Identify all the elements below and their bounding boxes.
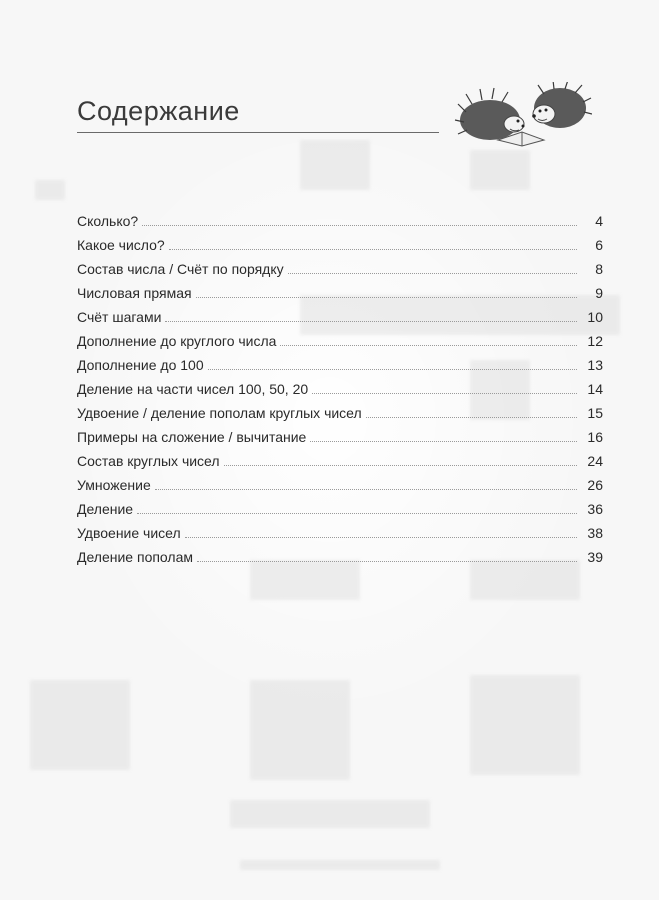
toc-page-number: 15 (587, 405, 603, 421)
toc-leader-dots (155, 489, 577, 490)
toc-entry[interactable] (77, 518, 603, 542)
toc-leader-dots (185, 537, 577, 538)
toc-entry[interactable] (77, 422, 603, 446)
toc-page-number: 13 (587, 357, 603, 373)
hedgehogs-illustration (452, 82, 592, 148)
toc-page-number: 39 (587, 549, 603, 565)
bleed-through-block (35, 180, 65, 200)
toc-leader-dots (197, 561, 577, 562)
toc-entry[interactable] (77, 446, 603, 470)
bleed-through-block (470, 560, 580, 600)
toc-page-number: 8 (595, 261, 603, 277)
toc-entry-title: Примеры на сложение / вычитание (77, 429, 307, 445)
toc-entry-title: Дополнение до 100 (77, 357, 204, 373)
toc-leader-dots (137, 513, 577, 514)
toc-entry-title: Деление пополам (77, 549, 193, 565)
toc-leader-dots (208, 369, 577, 370)
bleed-through-block (470, 150, 530, 190)
hedgehog-left-icon (455, 88, 525, 140)
toc-leader-dots (280, 345, 577, 346)
toc-entry[interactable] (77, 398, 603, 422)
toc-entry-title: Какое число? (77, 237, 165, 253)
bleed-through-block (230, 800, 430, 828)
bleed-through-block (250, 560, 360, 600)
toc-page-number: 24 (587, 453, 603, 469)
toc-leader-dots (366, 417, 577, 418)
toc-entry-title: Сколько? (77, 213, 139, 229)
toc-page-number: 26 (587, 477, 603, 493)
toc-entry-title: Удвоение / деление пополам круглых чисел (77, 405, 362, 421)
bleed-through-block (250, 680, 350, 780)
toc-leader-dots (312, 393, 577, 394)
toc-page-number: 38 (587, 525, 603, 541)
toc-entry-title: Состав числа / Счёт по порядку (77, 261, 284, 277)
toc-entry[interactable] (77, 470, 603, 494)
toc-leader-dots (224, 465, 577, 466)
toc-page-number: 14 (587, 381, 603, 397)
toc-entry-title: Состав круглых чисел (77, 453, 220, 469)
toc-leader-dots (142, 225, 577, 226)
toc-leader-dots (310, 441, 577, 442)
toc-entry-title: Деление на части чисел 100, 50, 20 (77, 381, 309, 397)
toc-entry[interactable] (77, 302, 603, 326)
toc-entry[interactable] (77, 254, 603, 278)
toc-page-number: 36 (587, 501, 603, 517)
toc-page-number: 12 (587, 333, 603, 349)
toc-entry[interactable] (77, 230, 603, 254)
toc-entry-title: Счёт шагами (77, 309, 162, 325)
toc-entry[interactable] (77, 494, 603, 518)
toc-page-number: 6 (595, 237, 603, 253)
toc-entry-title: Умножение (77, 477, 151, 493)
toc-entry-title: Дополнение до круглого числа (77, 333, 277, 349)
toc-page-number: 9 (595, 285, 603, 301)
toc-leader-dots (169, 249, 577, 250)
bleed-through-block (30, 680, 130, 770)
toc-leader-dots (165, 321, 577, 322)
toc-entry[interactable] (77, 542, 603, 566)
page-title: Содержание (77, 96, 240, 126)
table-of-contents (77, 206, 603, 566)
bleed-through-block (300, 140, 370, 190)
toc-leader-dots (288, 273, 577, 274)
toc-entry[interactable] (77, 278, 603, 302)
toc-entry[interactable] (77, 326, 603, 350)
toc-page-number: 10 (587, 309, 603, 325)
bleed-through-block (470, 675, 580, 775)
bleed-through-block (240, 860, 440, 870)
toc-entry-title: Числовая прямая (77, 285, 192, 301)
hedgehog-right-icon (532, 82, 592, 128)
toc-entry[interactable] (77, 374, 603, 398)
toc-entry-title: Удвоение чисел (77, 525, 181, 541)
toc-entry-title: Деление (77, 501, 134, 517)
toc-page-number: 16 (587, 429, 603, 445)
toc-entry[interactable] (77, 350, 603, 374)
toc-entry[interactable] (77, 206, 603, 230)
toc-page-number: 4 (595, 213, 603, 229)
toc-leader-dots (196, 297, 577, 298)
title-underline (77, 132, 439, 133)
